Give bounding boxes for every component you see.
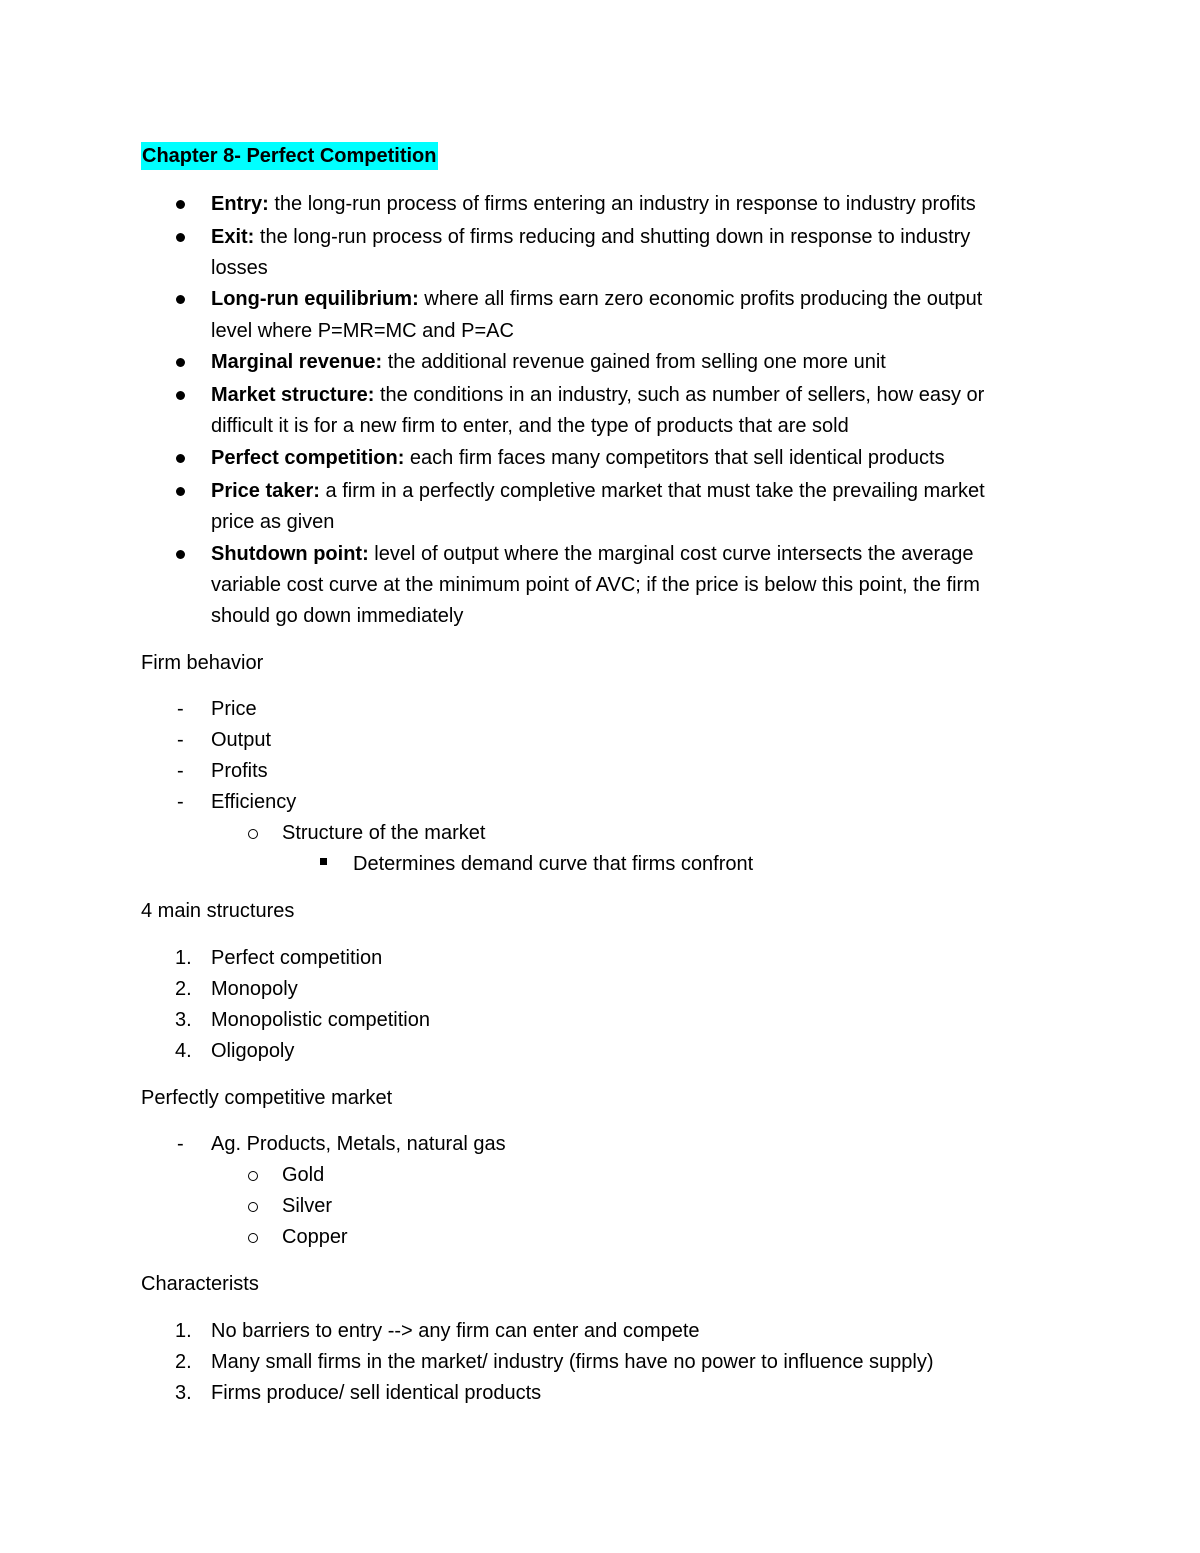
definition-continuation: difficult it is for a new firm to enter, and the type of products that are sold xyxy=(211,415,849,437)
list-item: Price xyxy=(211,698,257,720)
definition-continuation: variable cost curve at the minimum point of AVC; if the price is below this point, the firm xyxy=(211,574,980,596)
list-item: Efficiency xyxy=(211,791,297,813)
sub-list-item: Structure of the market xyxy=(282,822,486,844)
number-marker: 1. xyxy=(175,947,192,969)
bullet-dot-icon xyxy=(176,200,185,209)
number-marker: 1. xyxy=(175,1320,192,1342)
section-heading-characteristics: Characterists xyxy=(141,1273,259,1295)
dash-marker: - xyxy=(177,698,184,720)
definition-term: Long-run equilibrium: xyxy=(211,288,419,310)
definition-text: where all firms earn zero economic profits producing the output xyxy=(418,288,983,310)
hollow-circle-bullet-icon xyxy=(248,1233,258,1243)
definition-term: Perfect competition: xyxy=(211,447,405,469)
number-marker: 3. xyxy=(175,1382,192,1404)
bullet-dot-icon xyxy=(176,233,185,242)
definition-text: a firm in a perfectly completive market that must take the prevailing market xyxy=(319,480,985,502)
definition-marginal-revenue xyxy=(211,349,886,375)
sub-list-item: Silver xyxy=(282,1195,333,1217)
list-item: Firms produce/ sell identical products xyxy=(211,1382,542,1404)
definition-text: the conditions in an industry, such as number of sellers, how easy or xyxy=(374,384,985,406)
number-marker: 3. xyxy=(175,1009,192,1031)
definition-market-structure xyxy=(211,382,984,408)
list-item: Profits xyxy=(211,760,268,782)
list-item: Oligopoly xyxy=(211,1040,295,1062)
definition-shutdown-point xyxy=(211,541,974,567)
square-bullet-icon xyxy=(320,858,327,865)
definition-perfect-competition xyxy=(211,445,945,471)
definition-continuation: should go down immediately xyxy=(211,605,464,627)
sub-list-item: Gold xyxy=(282,1164,325,1186)
definition-term: Exit: xyxy=(211,226,255,248)
definition-long-run-equilibrium xyxy=(211,286,982,312)
definition-exit xyxy=(211,224,970,250)
list-item: Monopolistic competition xyxy=(211,1009,430,1031)
dash-marker: - xyxy=(177,729,184,751)
sub-list-item: Copper xyxy=(282,1226,348,1248)
definition-term: Market structure: xyxy=(211,384,375,406)
hollow-circle-bullet-icon xyxy=(248,1202,258,1212)
bullet-dot-icon xyxy=(176,295,185,304)
list-item: Monopoly xyxy=(211,978,298,1000)
section-heading-firm-behavior: Firm behavior xyxy=(141,652,264,674)
section-heading-structures: 4 main structures xyxy=(141,900,295,922)
definition-term: Marginal revenue: xyxy=(211,351,383,373)
list-item: Many small firms in the market/ industry (firms have no power to influence supply) xyxy=(211,1351,934,1373)
bullet-dot-icon xyxy=(176,550,185,559)
definition-continuation: price as given xyxy=(211,511,335,533)
page-title: Chapter 8- Perfect Competition xyxy=(141,142,438,170)
definition-continuation: losses xyxy=(211,257,268,279)
definition-text: level of output where the marginal cost curve intersects the average xyxy=(368,543,974,565)
list-item: Ag. Products, Metals, natural gas xyxy=(211,1133,506,1155)
definition-term: Price taker: xyxy=(211,480,320,502)
list-item: No barriers to entry --> any firm can enter and compete xyxy=(211,1320,700,1342)
number-marker: 2. xyxy=(175,1351,192,1373)
dash-marker: - xyxy=(177,760,184,782)
bullet-dot-icon xyxy=(176,358,185,367)
definition-term: Shutdown point: xyxy=(211,543,369,565)
definition-price-taker xyxy=(211,478,985,504)
number-marker: 2. xyxy=(175,978,192,1000)
definition-continuation: level where P=MR=MC and P=AC xyxy=(211,320,514,342)
definition-text: each firm faces many competitors that sell identical products xyxy=(404,447,945,469)
list-item: Perfect competition xyxy=(211,947,383,969)
definition-text: the additional revenue gained from selling one more unit xyxy=(382,351,886,373)
bullet-dot-icon xyxy=(176,391,185,400)
hollow-circle-bullet-icon xyxy=(248,1171,258,1181)
definition-entry xyxy=(211,191,976,217)
definition-text: the long-run process of firms entering an industry in response to industry profits xyxy=(268,193,976,215)
definition-text: the long-run process of firms reducing and shutting down in response to industry xyxy=(254,226,971,248)
number-marker: 4. xyxy=(175,1040,192,1062)
bullet-dot-icon xyxy=(176,487,185,496)
list-item: Output xyxy=(211,729,272,751)
section-heading-perfectly-competitive: Perfectly competitive market xyxy=(141,1087,393,1109)
sub-sub-list-item: Determines demand curve that firms confront xyxy=(353,853,754,875)
bullet-dot-icon xyxy=(176,454,185,463)
hollow-circle-bullet-icon xyxy=(248,829,258,839)
dash-marker: - xyxy=(177,791,184,813)
dash-marker: - xyxy=(177,1133,184,1155)
definition-term: Entry: xyxy=(211,193,269,215)
